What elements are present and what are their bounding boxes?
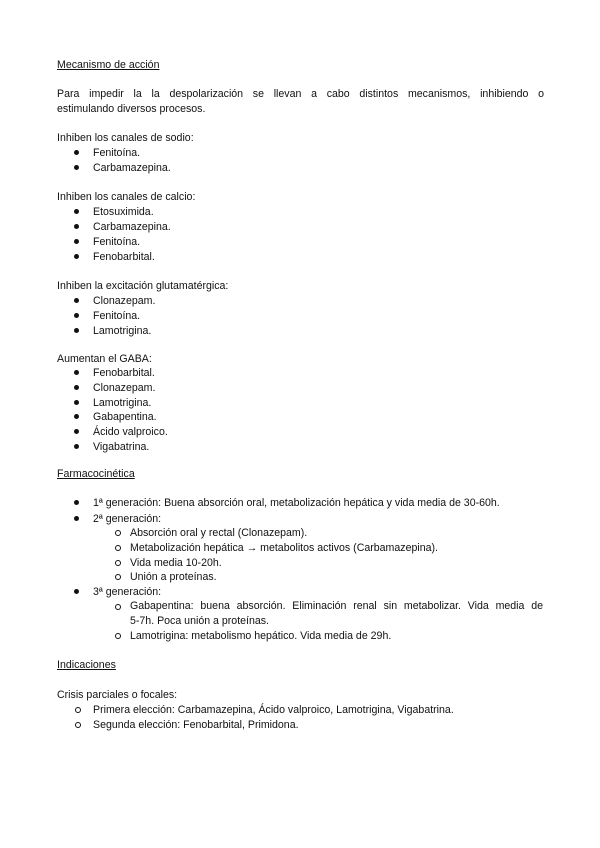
indicaciones-item: Segunda elección: Fenobarbital, Primidona. [93, 719, 299, 731]
sub-list-item-gabapentina [130, 599, 543, 629]
intro-line: Para impedir la la despolarización se llevan a cabo distintos mecanismos, inhibiendo o [57, 88, 544, 100]
sub-list-item: Absorción oral y rectal (Clonazepam). [130, 527, 308, 539]
indicaciones-item: Primera elección: Carbamazepina, Ácido valproico, Lamotrigina, Vigabatrina. [93, 704, 454, 716]
sub-list-item: Vida media 10-20h. [130, 557, 222, 569]
list-item: Fenobarbital. [93, 251, 155, 263]
list-item: Clonazepam. [93, 382, 156, 394]
list-item: Gabapentina. [93, 411, 157, 423]
indicaciones-intro: Crisis parciales o focales: [57, 689, 178, 701]
list-item: Ácido valproico. [93, 426, 168, 438]
section-heading-farmacocinetica: Farmacocinética [57, 468, 135, 480]
section-heading-indicaciones: Indicaciones [57, 659, 116, 671]
intro-line: estimulando diversos procesos. [57, 103, 206, 115]
list-item: Fenitoína. [93, 236, 141, 248]
list-item: Clonazepam. [93, 295, 156, 307]
wrapped-line: Gabapentina: buena absorción. Eliminación renal sin metabolizar. Vida media de [130, 600, 543, 612]
group-title-calcio: Inhiben los canales de calcio: [57, 191, 196, 203]
list-item-gen3: 3ª generación: [93, 586, 162, 598]
list-item: Carbamazepina. [93, 162, 171, 174]
list-item-gen2: 2ª generación: [93, 513, 162, 525]
list-item: Lamotrigina. [93, 325, 152, 337]
group-title-gaba: Aumentan el GABA: [57, 353, 152, 365]
list-item: Etosuximida. [93, 206, 154, 218]
wrapped-line: 5-7h. Poca unión a proteínas. [130, 615, 269, 627]
group-title-glutamatergica: Inhiben la excitación glutamatérgica: [57, 280, 229, 292]
sub-list-item-lamotrigina: Lamotrigina: metabolismo hepático. Vida media de 29h. [130, 630, 392, 642]
group-title-sodio: Inhiben los canales de sodio: [57, 132, 194, 144]
section-heading-mecanismo: Mecanismo de acción [57, 59, 160, 71]
list-item-gen1: 1ª generación: Buena absorción oral, metabolización hepática y vida media de 30-60h. [93, 497, 500, 509]
list-item: Lamotrigina. [93, 397, 152, 409]
list-item: Carbamazepina. [93, 221, 171, 233]
sub-list-item: Metabolización hepática → metabolitos activos (Carbamazepina). [130, 542, 438, 554]
list-item: Fenobarbital. [93, 367, 155, 379]
list-item: Vigabatrina. [93, 441, 150, 453]
list-item: Fenitoína. [93, 147, 141, 159]
list-item: Fenitoína. [93, 310, 141, 322]
sub-list-item: Unión a proteínas. [130, 571, 217, 583]
intro-paragraph [57, 87, 544, 117]
